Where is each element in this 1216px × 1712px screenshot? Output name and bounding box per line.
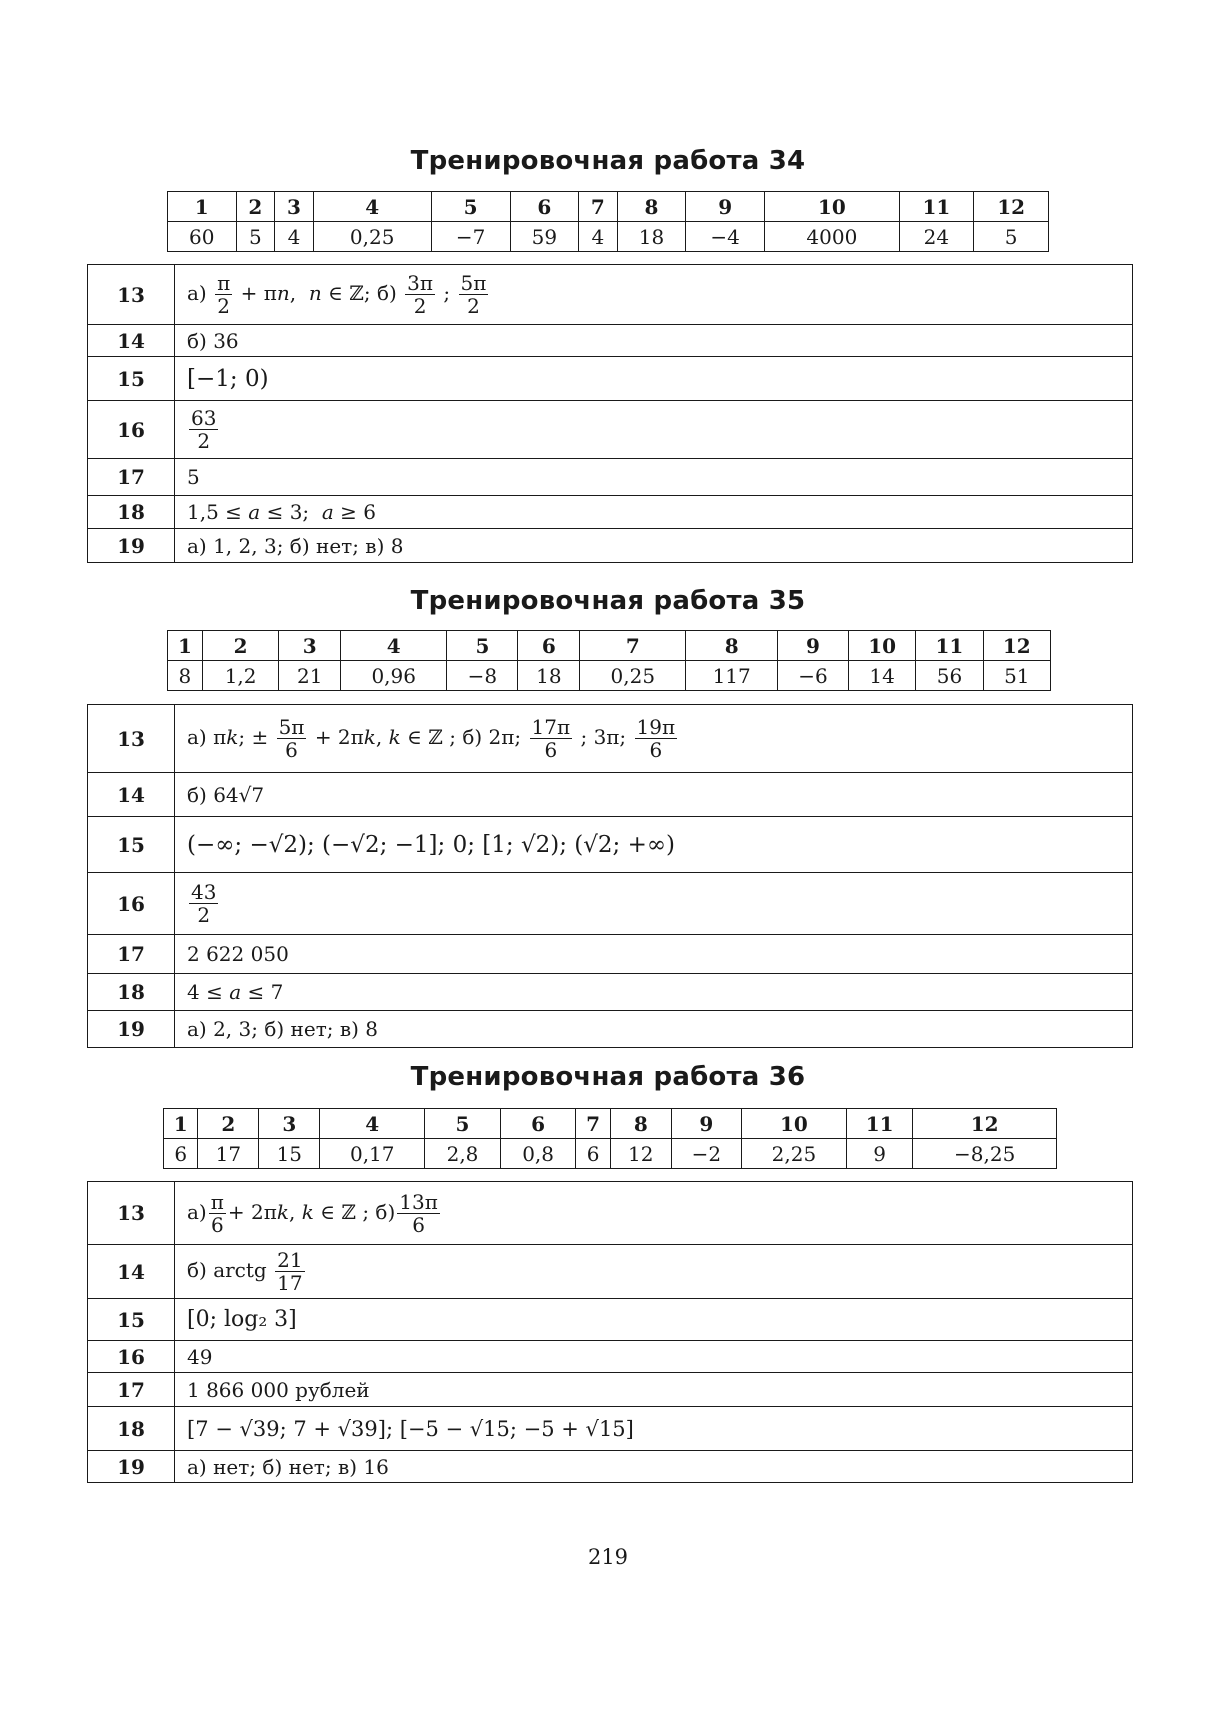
answer-cell: 4 ≤ a ≤ 7 (175, 974, 1133, 1011)
fraction: $\frac{5\pi}{6}$ (278, 715, 305, 762)
task-number: 3 (275, 192, 314, 222)
answer-cell: 49 (175, 1341, 1133, 1373)
task-numbers-row (168, 192, 1049, 222)
fraction: $\frac{21}{17}$ (277, 1248, 303, 1295)
task-number: 10 (765, 192, 899, 222)
answer-cell: б) 36 (175, 325, 1133, 357)
answer-cell: а) $\frac{\pi}{6}$ + 2πk, k ∈ ℤ ; б) $\frac{13\pi}{6}$ (175, 1182, 1133, 1245)
answer-cell: 0,25 (313, 222, 431, 252)
table-row: 19 а) нет; б) нет; в) 16 (88, 1451, 1133, 1483)
table-row: 14 б) 64√7 (88, 773, 1133, 817)
answer-cell: б) 64√7 (175, 773, 1133, 817)
table-row: 17 5 (88, 459, 1133, 496)
table-row: 14 б) arctg $\frac{21}{17}$ (88, 1245, 1133, 1299)
answer-cell: а) $\frac{\pi}{2}$ + πn, n ∈ ℤ; б) $\frac{3\pi}{2}$ ; $\frac{5\pi}{2}$ (175, 265, 1133, 325)
answer-cell: а) 2, 3; б) нет; в) 8 (175, 1011, 1133, 1048)
answer-cell (175, 873, 1133, 935)
task-number: 7 (579, 192, 618, 222)
answer-cell: 5 (974, 222, 1049, 252)
table-row: 17 1 866 000 рублей (88, 1373, 1133, 1407)
answers-row: 8 1,2 21 0,96 −8 18 0,25 117 −6 14 56 51 (168, 661, 1051, 691)
answer-cell: а) πk; ± $\frac{5\pi}{6}$ + 2πk, k ∈ ℤ ; б) 2π; $\frac{17\pi}{6}$ ; 3π; $\frac{19\pi}{6}$ (175, 705, 1133, 773)
table-row (88, 265, 1133, 325)
answer-cell: −7 (431, 222, 510, 252)
answers-row (168, 222, 1049, 252)
table-row: 14 б) 36 (88, 325, 1133, 357)
fraction: $\frac{13\pi}{6}$ (399, 1189, 438, 1237)
task-numbers-row: 1 2 3 4 5 6 7 8 9 10 11 12 (164, 1109, 1057, 1139)
section-title: Тренировочная работа 34 (410, 146, 806, 176)
table-row: 16 $\frac{63}{2}$ (88, 401, 1133, 459)
answer-cell: 2 622 050 (175, 935, 1133, 974)
answer-cell: 4 (579, 222, 618, 252)
task-number: 6 (510, 192, 579, 222)
fraction: $\frac{\pi}{6}$ (210, 1189, 224, 1237)
fraction: $\frac{\pi}{2}$ (217, 271, 231, 318)
short-answers-table (163, 1108, 1057, 1169)
answer-cell: 5 (175, 459, 1133, 496)
answer-cell: 4000 (765, 222, 899, 252)
answer-cell: а) нет; б) нет; в) 16 (175, 1451, 1133, 1483)
table-row: 13 а) πk; ± $\frac{5\pi}{6}$ + 2πk, k ∈ ℤ ; б) 2π; $\frac{17\pi}{6}$ ; 3π; $\frac{19\pi}{6}$ (88, 705, 1133, 773)
table-row: 16 49 (88, 1341, 1133, 1373)
table-row: 19 а) 2, 3; б) нет; в) 8 (88, 1011, 1133, 1048)
fraction: $\frac{43}{2}$ (191, 880, 217, 927)
long-answers-table (87, 264, 1133, 563)
fraction: $\frac{63}{2}$ (191, 406, 217, 453)
section-title: Тренировочная работа 35 (410, 586, 806, 616)
task-number: 11 (899, 192, 974, 222)
table-row: 18 1,5 ≤ a ≤ 3; a ≥ 6 (88, 496, 1133, 529)
task-number: 9 (686, 192, 765, 222)
answer-cell: б) arctg $\frac{21}{17}$ (175, 1245, 1133, 1299)
task-number: 1 (168, 192, 237, 222)
table-row: 16 $\frac{43}{2}$ (88, 873, 1133, 935)
answer-cell: 24 (899, 222, 974, 252)
answer-cell: (−∞; −√2); (−√2; −1]; 0; [1; √2); (√2; +∞) (175, 817, 1133, 873)
answer-cell: 60 (168, 222, 237, 252)
task-number: 13 (88, 265, 175, 325)
long-answers-table (87, 704, 1133, 1048)
task-number: 2 (236, 192, 275, 222)
fraction: $\frac{3\pi}{2}$ (407, 271, 434, 318)
section-title: Тренировочная работа 36 (410, 1062, 806, 1092)
fraction: $\frac{19\pi}{6}$ (636, 715, 676, 762)
answer-cell: −4 (686, 222, 765, 252)
table-row: 15 [0; log₂ 3] (88, 1299, 1133, 1341)
page-number: 219 (587, 1545, 629, 1569)
task-number: 8 (617, 192, 686, 222)
task-numbers-row: 1 2 3 4 5 6 7 8 9 10 11 12 (168, 631, 1051, 661)
answer-cell: 59 (510, 222, 579, 252)
task-number: 5 (431, 192, 510, 222)
answer-cell: [0; log₂ 3] (175, 1299, 1133, 1341)
answer-cell: 1,5 ≤ a ≤ 3; a ≥ 6 (175, 496, 1133, 529)
table-row: 15 [−1; 0) (88, 357, 1133, 401)
fraction: $\frac{17\pi}{6}$ (531, 715, 571, 762)
answer-cell (175, 401, 1133, 459)
answer-cell: [7 − √39; 7 + √39]; [−5 − √15; −5 + √15] (175, 1407, 1133, 1451)
answer-cell: 4 (275, 222, 314, 252)
answer-cell: 1 866 000 рублей (175, 1373, 1133, 1407)
table-row: 13 а) $\frac{\pi}{6}$ + 2πk, k ∈ ℤ ; б) $\frac{13\pi}{6}$ (88, 1182, 1133, 1245)
table-row: 18 [7 − √39; 7 + √39]; [−5 − √15; −5 + √15] (88, 1407, 1133, 1451)
short-answers-table (167, 630, 1051, 691)
answers-row: 6 17 15 0,17 2,8 0,8 6 12 −2 2,25 9 −8,25 (164, 1139, 1057, 1169)
task-number: 12 (974, 192, 1049, 222)
answer-cell: [−1; 0) (175, 357, 1133, 401)
long-answers-table (87, 1181, 1133, 1483)
answer-cell: 5 (236, 222, 275, 252)
table-row: 15 (−∞; −√2); (−√2; −1]; 0; [1; √2); (√2; +∞) (88, 817, 1133, 873)
short-answers-table (167, 191, 1049, 252)
table-row: 18 4 ≤ a ≤ 7 (88, 974, 1133, 1011)
table-row: 19 а) 1, 2, 3; б) нет; в) 8 (88, 529, 1133, 563)
answer-cell: а) 1, 2, 3; б) нет; в) 8 (175, 529, 1133, 563)
task-number: 4 (313, 192, 431, 222)
table-row: 17 2 622 050 (88, 935, 1133, 974)
answer-cell: 18 (617, 222, 686, 252)
fraction: $\frac{5\pi}{2}$ (460, 271, 487, 318)
